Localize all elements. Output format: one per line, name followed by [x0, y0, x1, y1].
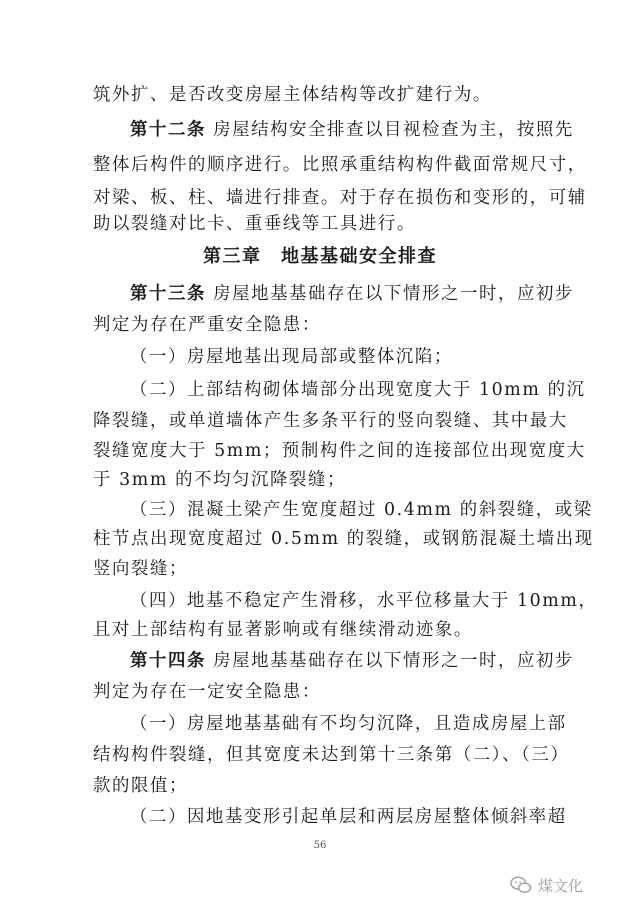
paragraph-line: （二）上部结构砌体墙部分出现宽度大于 10mm 的沉 [130, 380, 586, 400]
chapter-heading: 第三章 地基基础安全排查 [203, 246, 437, 267]
paragraph-line: 竖向裂缝； [93, 559, 188, 579]
article-label: 第十三条 [130, 284, 206, 304]
paragraph-line: 判定为存在严重安全隐患： [93, 315, 321, 335]
paragraph-line: （一）房屋地基出现局部或整体沉陷； [130, 347, 453, 367]
article-12-heading-line: 第十二条 房屋结构安全排查以目视检查为主，按照先 [130, 120, 574, 140]
paragraph-line: 结构构件裂缝，但其宽度未达到第十三条第（二）、（三） [93, 745, 570, 765]
paragraph-line: 于 3mm 的不均匀沉降裂缝； [93, 470, 347, 490]
paragraph-line: （三）混凝土梁产生宽度超过 0.4mm 的斜裂缝，或梁 [130, 500, 593, 520]
article-label: 第十四条 [130, 651, 206, 671]
paragraph-line: 柱节点出现宽度超过 0.5mm 的裂缝，或钢筋混凝土墙出现 [93, 529, 594, 549]
watermark [510, 872, 634, 898]
article-13-heading-line: 第十三条 房屋地基基础存在以下情形之一时，应初步 [130, 284, 574, 304]
paragraph-line: 降裂缝，或单道墙体产生多条平行的竖向裂缝、其中最大 [93, 411, 568, 431]
paragraph-line: 对梁、板、柱、墙进行排查。对于存在损伤和变形的，可辅 [93, 188, 587, 208]
watermark-text: 煤文化 [538, 876, 584, 895]
paragraph-line: 且对上部结构有显著影响或有继续滑动迹象。 [93, 620, 473, 640]
paragraph-line: 判定为存在一定安全隐患： [93, 682, 321, 702]
paragraph-line: （四）地基不稳定产生滑移，水平位移量大于 10mm， [130, 591, 598, 611]
paragraph-line: 整体后构件的顺序进行。比照承重结构构件截面常规尺寸， [93, 155, 587, 175]
wechat-icon [510, 875, 532, 895]
paragraph-line: 款的限值； [93, 776, 188, 796]
paragraph-line: 裂缝宽度大于 5mm；预制构件之间的连接部位出现宽度大 [93, 441, 586, 461]
paragraph-line: 助以裂缝对比卡、重垂线等工具进行。 [93, 214, 416, 234]
page-number: 56 [313, 840, 327, 851]
paragraph-line: 筑外扩、是否改变房屋主体结构等改扩建行为。 [93, 85, 492, 105]
article-label: 第十二条 [130, 120, 206, 140]
paragraph-line: （一）房屋地基基础有不均匀沉降，且造成房屋上部 [130, 714, 567, 734]
article-14-heading-line: 第十四条 房屋地基基础存在以下情形之一时，应初步 [130, 651, 574, 671]
paragraph-line: （二）因地基变形引起单层和两层房屋整体倾斜率超 [130, 807, 567, 827]
